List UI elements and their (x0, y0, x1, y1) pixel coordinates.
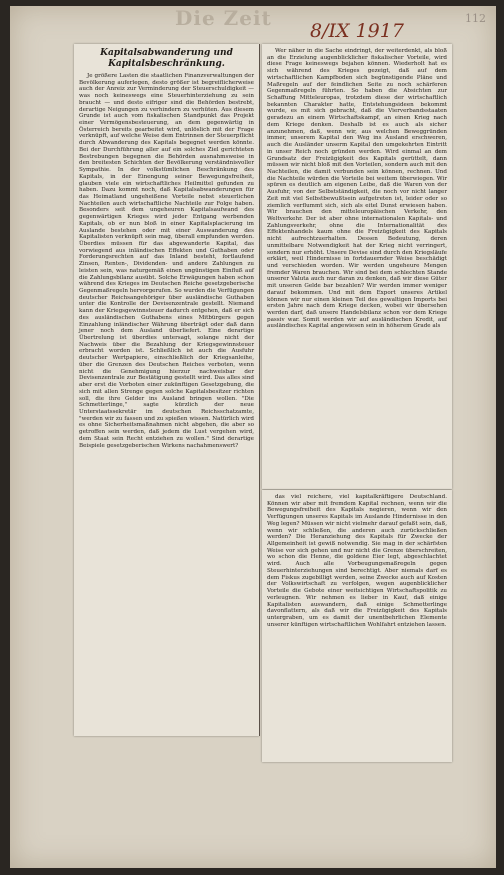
page-number: 112 (465, 12, 486, 25)
article-text-column-2: Wer näher in die Sache eindringt, der weiterdenkt, als bloß an die Erzielung augenblicklicher fiskalischer Vorteile, wird diese Frage keineswegs bejahen können. Wiederholt hat es sich während des Krieges gezeigt, daß auf dem wirtschaftlichen Kampfboden sich begünstigende Pläne und Maßregeln auf der feindlichen Seite zu noch schärferen Gegenmaßregeln führten. So haben die Absichten zur Schaffung Mitteleuropas, trotzdem diese der wirtschaftlich bekannten Charakter hatte, Entstehungsideen bekommt wurde, es mit sich gebracht, daß die Vierverbandsstaaten geradezu an einem Wirtschaftskampf, an einen Krieg nach dem Kriege denken. Deshalb ist es auch als sicher anzunehmen, daß, wenn wir, aus welchen Beweggründen immer, unserem Kapital den Weg ins Ausland erschweren, auch die Ausländer unserm Kapital den umgekehrten Eintritt in unser Reich noch gründen werden. Wird einmal an dem Grundsatz der Freizügigkeit des Kapitals gerüttelt, dann müssen wir nicht bloß mit den Vorteilen, sondern auch mit den Nachteilen, die damit verbunden sein können, rechnen. Und die Nachteile würden die Vorteile bei weitem überwiegen. Wir spüren es deutlich am eigenen Leibe, daß die Waren von der Ausfuhr, von der Selbstständigkeit, die noch vor nicht langer Zeit mit viel Selbstbewußtsein aufgetreten ist, leider oder so ziemlich verflummt sich, sich als eitel Dunst erwiesen haben. Wir brauchen den mitteleuropäischen Verkehr, den Weltverkehr. Der ist aber ohne internationalen Kapitals- und Zahlungsverkehr, ohne die Internationalität des Effektenhandels kaum ohne die Freizügigkeit des Kapitals nicht aufrechtzuerhalten. Dessen Bedeutung, deren unmittelbare Notwendigkeit hat der Krieg nicht verringert, sondern nur erhöht. Unsere Devise sind durch den Kriegsläufe erklärt, weil Hindernisse in fortdauernder Weise beschädigt und verschieden worden. Wir werden ungeheure Mengen fremder Waren brauchen. Wir sind bei dem schlechten Stande unserer Valuta auch nur daran zu denken, daß wir diese Güter mit unseren Gelde bar bezahlen? Wir werden immer weniger darauf bekommen. Und mit dem Export unseres Artikel können wir nur einen kleinen Teil des gewaltigen Imports bei ersten Jahre nach dem Kriege decken, wobei wir übersehen werden darf, daß unsere Handelsbilanz schon vor dem Kriege passiv war. Somit werden wir auf ausländischen Kredit, auf ausländisches Kapital angewiesen sein in höherem Grade als (267, 48, 447, 330)
article-headline: Kapitalsabwanderung und Kapitalsbeschränkung. (100, 48, 233, 69)
article-column-1 (74, 44, 259, 736)
newspaper-masthead: Die Zeit (175, 6, 272, 30)
article-text-column-3: das viel reichere, viel kapitalkräftigere Deutschland. Können wir aber mit fremdem Kapital rechnen, wenn wir die Bewegungsfreiheit des Kapitals negieren, wenn wir den Verfügungen unseres Kapitals im Auslande Hindernisse in den Weg legen? Müssen wir nicht vielmehr darauf gefaßt sein, daß, wenn wir schließen, die anderen auch zurückschließen werden? Die Heranziehung des Kapitals für Zwecke der Allgemeinheit ist gewiß notwendig. Sie mag in der schärfsten Weise vor sich gehen und nur nicht die Grenze überschreiten, wo schon die Henne, die goldene Eier legt, abgeschlachtet wird. Auch alle Vorbeugungsmaßregeln gegen Steuerhinterziehungen sind berechtigt. Aber niemals darf es dem Fiskus zugebilligt werden, seine Zwecke auch auf Kosten der Volkswirtschaft zu verfolgen, wegen augenblicklicher Vorteile die Gebote einer weitsichtigen Wirtschaftspolitik zu verleugnen. Wir nehmen es lieber in Kauf, daß einige Kapitalisten auswandern, daß einige Schmetterlinge davonflattern, als daß wir die Freizügigkeit des Kapitals untergraben, um es damit der unentbehrlichen Elemente unserer künftigen wirtschaftlichen Wohlfahrt entziehen lassen. (267, 494, 447, 628)
article-column-2 (262, 44, 452, 489)
handwritten-date: 8/IX 1917 (310, 20, 404, 42)
article-text-column-1: Je größere Lasten die staatlichen Finanzverwaltungen der Bevölkerung auferlegen, desto größer ist begreiflicherweise auch der Anreiz zur Verminderung der Steuerschuldigkeit — was noch keineswegs eine Steuerhinterziehung zu sein braucht — und desto eifriger sind die Behörden bestrebt, derartige Neigungen zu verhindern zu verhüten. Aus diesem Grunde ist auch vom fiskalischen Standpunkt das Projekt einer Vermögensbesteuerung, an dem gegenwärtig in Österreich bereits gearbeitet wird, unlöslich mit der Frage verknüpft, auf welche Weise dem Entrinnen der Steuerpflicht durch Abwanderung des Kapitals begegnet werden könnte. Bei der Durchführung aller auf ein solches Ziel gerichteten Bestrebungen begegnen die Behörden ausnahmsweise in den breitesten Schichten der Bevölkerung verständnisvoller Sympathie. In der volkstümlichen Beschränkung des Kapitals, in der Einengung seiner Bewegungsfreiheit, glauben viele ein wirtschaftliches Heilmittel gefunden zu haben. Dazu kommt noch, daß Kapitalsabwanderungen für das Heimatland ungeheißene Vorteile nebst steuerlichen Nachteilen auch wirtschaftliche Nachteile zur Folge haben. Besonders seit dem ungeheuren Kapitalsaufwand des gegenwärtigen Krieges wird jeder Entgang werbenden Kapitals, ob er nun bloß in einer Kapitalsplacierung im Auslande bestehen oder mit einer Auswanderung des Kapitalisten verknüpft sein mag, überall empfunden werden. Überdies müssen für das abgewanderte Kapital, das vorwiegend aus inländischen Effekten und Guthaben oder Forderungsrechten auf das Inland besteht, fortlaufend Zinsen, Renten-, Dividenden- und andere Zahlungen zu leisten sein, was naturgemäß einen ungünstigen Einfluß auf die Zahlungsbilanz ausübt. Solche Erwägungen haben schon während des Krieges im Deutschen Reiche gesetzgeberische Gegenmaßregeln hervorgerufen. So wurden die Verfügungen deutscher Reichsangehöriger über ausländische Guthaben unter die Kontrolle der Devisenzentrale gestellt. Niemand kann der Kriegsgewinnsteuer dadurch entgehen, daß er sich des ausländischen Guthabens eines Mitbürgers gegen Einzahlung inländischer Währung überträgt oder daß dann jener noch dem Ausland überliefert. Eine derartige Übertrelung ist überdies untersagt, solange nicht der Nachweis über die Bezahlung der Kriegsgewinnsteuer erbracht worden ist. Schließlich ist auch die Ausfuhr deutscher Wertpapiere, einschließlich der Kriegsanleihe, über die Grenzen des Deutschen Reiches verboten, wenn nicht die Genehmigung hierzur nachweisbar der Devisenzentrale zur Bestätigung gestellt wird. Das alles sind aber erst die Vorboten einer zukünftigen Gesetzgebung, die sich mit allen Strenge gegen solche Kapitalsbesitzer richten soll, die ihre Gelder ins Ausland bringen wollen. "Die Schmetterlinge," sagte kürzlich der neue Unterstaatssekretär im deutschen Reichsschatzamte, "werden wir zu fassen und zu spießen wissen. Natürlich wird es ohne Sicherheitsmaßnahmen nicht abgehen, die aber so getroffen sein werden, daß jedem die Lust vergehen wird, dem Staat sein Recht entziehen zu wollen." Sind derartige Beispiele gesetzgeberischen Wirkens nachahmenswert? (79, 73, 254, 449)
column-divider (259, 44, 260, 736)
article-column-3 (262, 490, 452, 762)
